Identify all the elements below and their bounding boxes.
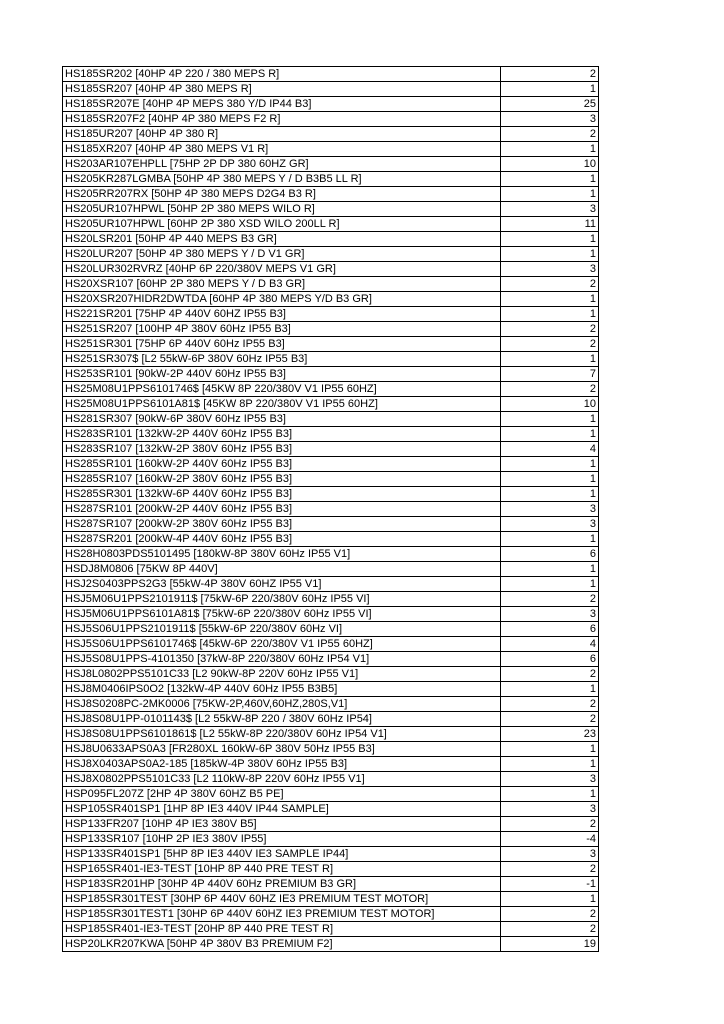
table-row <box>63 502 599 517</box>
item-description-cell: HSDJ8M0806 [75KW 8P 440V] <box>63 562 501 577</box>
item-quantity-cell: 3 <box>501 202 599 217</box>
item-description-cell: HS281SR307 [90kW-6P 380V 60Hz IP55 B3] <box>63 412 501 427</box>
item-quantity-cell: 1 <box>501 682 599 697</box>
item-quantity-cell: 1 <box>501 232 599 247</box>
item-quantity-cell: 2 <box>501 322 599 337</box>
item-quantity-cell: 2 <box>501 337 599 352</box>
table-row <box>63 757 599 772</box>
table-row <box>63 202 599 217</box>
item-description-cell: HS185SR207 [40HP 4P 380 MEPS R] <box>63 82 501 97</box>
item-description-cell: HS283SR101 [132kW-2P 440V 60Hz IP55 B3] <box>63 427 501 442</box>
item-quantity-cell: 1 <box>501 172 599 187</box>
item-quantity-cell: 7 <box>501 367 599 382</box>
table-row <box>63 367 599 382</box>
item-quantity-cell: 1 <box>501 427 599 442</box>
table-row <box>63 307 599 322</box>
table-row <box>63 877 599 892</box>
table-row <box>63 697 599 712</box>
item-quantity-cell: 2 <box>501 817 599 832</box>
item-description-cell: HSP185SR301TEST1 [30HP 6P 440V 60HZ IE3 PREMIUM TEST MOTOR] <box>63 907 501 922</box>
table-row <box>63 937 599 952</box>
item-description-cell: HS25M08U1PPS6101A81$ [45KW 8P 220/380V V1 IP55 60HZ] <box>63 397 501 412</box>
item-description-cell: HS251SR301 [75HP 6P 440V 60Hz IP55 B3] <box>63 337 501 352</box>
item-quantity-cell: 4 <box>501 637 599 652</box>
table-row <box>63 382 599 397</box>
item-quantity-cell: 6 <box>501 547 599 562</box>
item-quantity-cell: 1 <box>501 352 599 367</box>
table-row <box>63 517 599 532</box>
item-description-cell: HS185UR207 [40HP 4P 380 R] <box>63 127 501 142</box>
table-row <box>63 622 599 637</box>
table-row <box>63 82 599 97</box>
table-row <box>63 712 599 727</box>
item-quantity-cell: 2 <box>501 127 599 142</box>
table-row <box>63 907 599 922</box>
table-row <box>63 217 599 232</box>
item-description-cell: HS205RR207RX [50HP 4P 380 MEPS D2G4 B3 R] <box>63 187 501 202</box>
item-description-cell: HS20LUR207 [50HP 4P 380 MEPS Y / D V1 GR] <box>63 247 501 262</box>
item-quantity-cell: 1 <box>501 412 599 427</box>
table-row <box>63 472 599 487</box>
table-row <box>63 97 599 112</box>
table-row <box>63 667 599 682</box>
table-row <box>63 322 599 337</box>
item-description-cell: HS20LSR201 [50HP 4P 440 MEPS B3 GR] <box>63 232 501 247</box>
table-row <box>63 352 599 367</box>
item-quantity-cell: 1 <box>501 472 599 487</box>
item-quantity-cell: 1 <box>501 247 599 262</box>
item-quantity-cell: 1 <box>501 532 599 547</box>
item-description-cell: HS25M08U1PPS6101746$ [45KW 8P 220/380V V1 IP55 60HZ] <box>63 382 501 397</box>
item-quantity-cell: 1 <box>501 307 599 322</box>
item-quantity-cell: 3 <box>501 847 599 862</box>
item-description-cell: HS203AR107EHPLL [75HP 2P DP 380 60HZ GR] <box>63 157 501 172</box>
item-description-cell: HS205UR107HPWL [50HP 2P 380 MEPS WILO R] <box>63 202 501 217</box>
table-row <box>63 772 599 787</box>
item-description-cell: HSJ8X0403APS0A2-185 [185kW-4P 380V 60Hz IP55 B3] <box>63 757 501 772</box>
item-description-cell: HS221SR201 [75HP 4P 440V 60HZ IP55 B3] <box>63 307 501 322</box>
item-quantity-cell: 3 <box>501 772 599 787</box>
item-quantity-cell: 2 <box>501 862 599 877</box>
table-row <box>63 442 599 457</box>
item-description-cell: HSP095FL207Z [2HP 4P 380V 60HZ B5 PE] <box>63 787 501 802</box>
table-row <box>63 847 599 862</box>
item-description-cell: HS287SR107 [200kW-2P 380V 60Hz IP55 B3] <box>63 517 501 532</box>
item-quantity-cell: 23 <box>501 727 599 742</box>
table-row <box>63 892 599 907</box>
item-description-cell: HSP20LKR207KWA [50HP 4P 380V B3 PREMIUM F2] <box>63 937 501 952</box>
item-description-cell: HSJ8X0802PPS5101C33 [L2 110kW-8P 220V 60Hz IP55 V1] <box>63 772 501 787</box>
table-row <box>63 427 599 442</box>
table-row <box>63 787 599 802</box>
table-row <box>63 232 599 247</box>
inventory-table <box>62 66 599 952</box>
item-quantity-cell: 1 <box>501 757 599 772</box>
item-quantity-cell: 2 <box>501 922 599 937</box>
item-description-cell: HSJ8L0802PPS5101C33 [L2 90kW-8P 220V 60Hz IP55 V1] <box>63 667 501 682</box>
table-row <box>63 682 599 697</box>
item-description-cell: HS28H0803PDS5101495 [180kW-8P 380V 60Hz IP55 V1] <box>63 547 501 562</box>
table-row <box>63 922 599 937</box>
item-quantity-cell: 10 <box>501 157 599 172</box>
item-quantity-cell: 6 <box>501 652 599 667</box>
item-description-cell: HSP133FR207 [10HP 4P IE3 380V B5] <box>63 817 501 832</box>
table-row <box>63 142 599 157</box>
table-row <box>63 397 599 412</box>
item-description-cell: HSP165SR401-IE3-TEST [10HP 8P 440 PRE TEST R] <box>63 862 501 877</box>
item-description-cell: HSJ5M06U1PPS6101A81$ [75kW-6P 220/380V 60Hz IP55 VI] <box>63 607 501 622</box>
table-row <box>63 637 599 652</box>
item-description-cell: HSP185SR401-IE3-TEST [20HP 8P 440 PRE TEST R] <box>63 922 501 937</box>
item-quantity-cell: 1 <box>501 142 599 157</box>
item-description-cell: HSJ8S08U1PPS6101861$ [L2 55kW-8P 220/380V 60Hz IP54 V1] <box>63 727 501 742</box>
table-row <box>63 532 599 547</box>
table-row <box>63 802 599 817</box>
item-description-cell: HSP183SR201HP [30HP 4P 440V 60Hz PREMIUM B3 GR] <box>63 877 501 892</box>
table-row <box>63 337 599 352</box>
item-description-cell: HS285SR301 [132kW-6P 440V 60Hz IP55 B3] <box>63 487 501 502</box>
item-description-cell: HS20XSR207HIDR2DWTDA [60HP 4P 380 MEPS Y/D B3 GR] <box>63 292 501 307</box>
table-row <box>63 817 599 832</box>
table-row <box>63 262 599 277</box>
item-quantity-cell: 3 <box>501 607 599 622</box>
table-row <box>63 592 599 607</box>
item-quantity-cell: 1 <box>501 82 599 97</box>
item-description-cell: HS20LUR302RVRZ [40HP 6P 220/380V MEPS V1 GR] <box>63 262 501 277</box>
item-description-cell: HS285SR101 [160kW-2P 440V 60Hz IP55 B3] <box>63 457 501 472</box>
item-quantity-cell: -4 <box>501 832 599 847</box>
table-row <box>63 412 599 427</box>
table-row <box>63 112 599 127</box>
item-description-cell: HS251SR207 [100HP 4P 380V 60Hz IP55 B3] <box>63 322 501 337</box>
item-description-cell: HS185SR202 [40HP 4P 220 / 380 MEPS R] <box>63 67 501 82</box>
item-description-cell: HSJ5S08U1PPS-4101350 [37kW-8P 220/380V 60Hz IP54 V1] <box>63 652 501 667</box>
table-row <box>63 607 599 622</box>
item-quantity-cell: 3 <box>501 112 599 127</box>
item-description-cell: HS185XR207 [40HP 4P 380 MEPS V1 R] <box>63 142 501 157</box>
item-quantity-cell: -1 <box>501 877 599 892</box>
table-row <box>63 652 599 667</box>
item-description-cell: HSJ8S08U1PP-0101143$ [L2 55kW-8P 220 / 380V 60Hz IP54] <box>63 712 501 727</box>
item-quantity-cell: 2 <box>501 67 599 82</box>
item-description-cell: HS205UR107HPWL [60HP 2P 380 XSD WILO 200LL R] <box>63 217 501 232</box>
inventory-table-body <box>63 67 599 952</box>
item-description-cell: HS283SR107 [132kW-2P 380V 60Hz IP55 B3] <box>63 442 501 457</box>
item-description-cell: HS253SR101 [90kW-2P 440V 60Hz IP55 B3] <box>63 367 501 382</box>
item-description-cell: HSP185SR301TEST [30HP 6P 440V 60HZ IE3 PREMIUM TEST MOTOR] <box>63 892 501 907</box>
item-description-cell: HS287SR101 [200kW-2P 440V 60Hz IP55 B3] <box>63 502 501 517</box>
table-row <box>63 127 599 142</box>
item-description-cell: HSP105SR401SP1 [1HP 8P IE3 440V IP44 SAMPLE] <box>63 802 501 817</box>
table-row <box>63 487 599 502</box>
item-description-cell: HSP133SR107 [10HP 2P IE3 380V IP55] <box>63 832 501 847</box>
item-description-cell: HSJ2S0403PPS2G3 [55kW-4P 380V 60HZ IP55 V1] <box>63 577 501 592</box>
item-quantity-cell: 6 <box>501 622 599 637</box>
table-row <box>63 742 599 757</box>
item-quantity-cell: 1 <box>501 562 599 577</box>
item-description-cell: HSJ5S06U1PPS6101746$ [45kW-6P 220/380V V1 IP55 60HZ] <box>63 637 501 652</box>
item-description-cell: HS205KR287LGMBA [50HP 4P 380 MEPS Y / D B3B5 LL R] <box>63 172 501 187</box>
item-description-cell: HSJ5M06U1PPS2101911$ [75kW-6P 220/380V 60Hz IP55 VI] <box>63 592 501 607</box>
table-row <box>63 727 599 742</box>
table-row <box>63 457 599 472</box>
table-row <box>63 277 599 292</box>
table-row <box>63 67 599 82</box>
item-quantity-cell: 2 <box>501 277 599 292</box>
item-description-cell: HS287SR201 [200kW-4P 440V 60Hz IP55 B3] <box>63 532 501 547</box>
item-quantity-cell: 3 <box>501 262 599 277</box>
item-quantity-cell: 2 <box>501 712 599 727</box>
item-quantity-cell: 2 <box>501 592 599 607</box>
item-description-cell: HS20XSR107 [60HP 2P 380 MEPS Y / D B3 GR] <box>63 277 501 292</box>
item-quantity-cell: 3 <box>501 517 599 532</box>
item-description-cell: HSJ8U0633APS0A3 [FR280XL 160kW-6P 380V 50Hz IP55 B3] <box>63 742 501 757</box>
item-quantity-cell: 1 <box>501 487 599 502</box>
item-quantity-cell: 19 <box>501 937 599 952</box>
item-quantity-cell: 2 <box>501 667 599 682</box>
table-row <box>63 547 599 562</box>
item-quantity-cell: 1 <box>501 577 599 592</box>
item-description-cell: HSP133SR401SP1 [5HP 8P IE3 440V IE3 SAMPLE IP44] <box>63 847 501 862</box>
table-row <box>63 187 599 202</box>
item-description-cell: HS185SR207F2 [40HP 4P 380 MEPS F2 R] <box>63 112 501 127</box>
table-row <box>63 562 599 577</box>
item-description-cell: HS285SR107 [160kW-2P 380V 60Hz IP55 B3] <box>63 472 501 487</box>
item-description-cell: HSJ5S06U1PPS2101911$ [55kW-6P 220/380V 60Hz VI] <box>63 622 501 637</box>
item-quantity-cell: 2 <box>501 697 599 712</box>
item-quantity-cell: 2 <box>501 382 599 397</box>
item-quantity-cell: 4 <box>501 442 599 457</box>
item-quantity-cell: 1 <box>501 742 599 757</box>
item-quantity-cell: 3 <box>501 802 599 817</box>
item-description-cell: HSJ8M0406IPS0O2 [132kW-4P 440V 60Hz IP55 B3B5] <box>63 682 501 697</box>
item-quantity-cell: 1 <box>501 457 599 472</box>
table-row <box>63 577 599 592</box>
table-row <box>63 157 599 172</box>
item-quantity-cell: 11 <box>501 217 599 232</box>
table-row <box>63 172 599 187</box>
table-row <box>63 247 599 262</box>
item-quantity-cell: 10 <box>501 397 599 412</box>
table-row <box>63 862 599 877</box>
table-row <box>63 292 599 307</box>
item-description-cell: HSJ8S0208PC-2MK0006 [75KW-2P,460V,60HZ,280S,V1] <box>63 697 501 712</box>
item-quantity-cell: 25 <box>501 97 599 112</box>
item-quantity-cell: 1 <box>501 187 599 202</box>
item-quantity-cell: 1 <box>501 892 599 907</box>
item-quantity-cell: 3 <box>501 502 599 517</box>
item-description-cell: HS251SR307$ [L2 55kW-6P 380V 60Hz IP55 B3] <box>63 352 501 367</box>
item-quantity-cell: 2 <box>501 907 599 922</box>
item-description-cell: HS185SR207E [40HP 4P MEPS 380 Y/D IP44 B3] <box>63 97 501 112</box>
table-row <box>63 832 599 847</box>
item-quantity-cell: 1 <box>501 787 599 802</box>
item-quantity-cell: 1 <box>501 292 599 307</box>
